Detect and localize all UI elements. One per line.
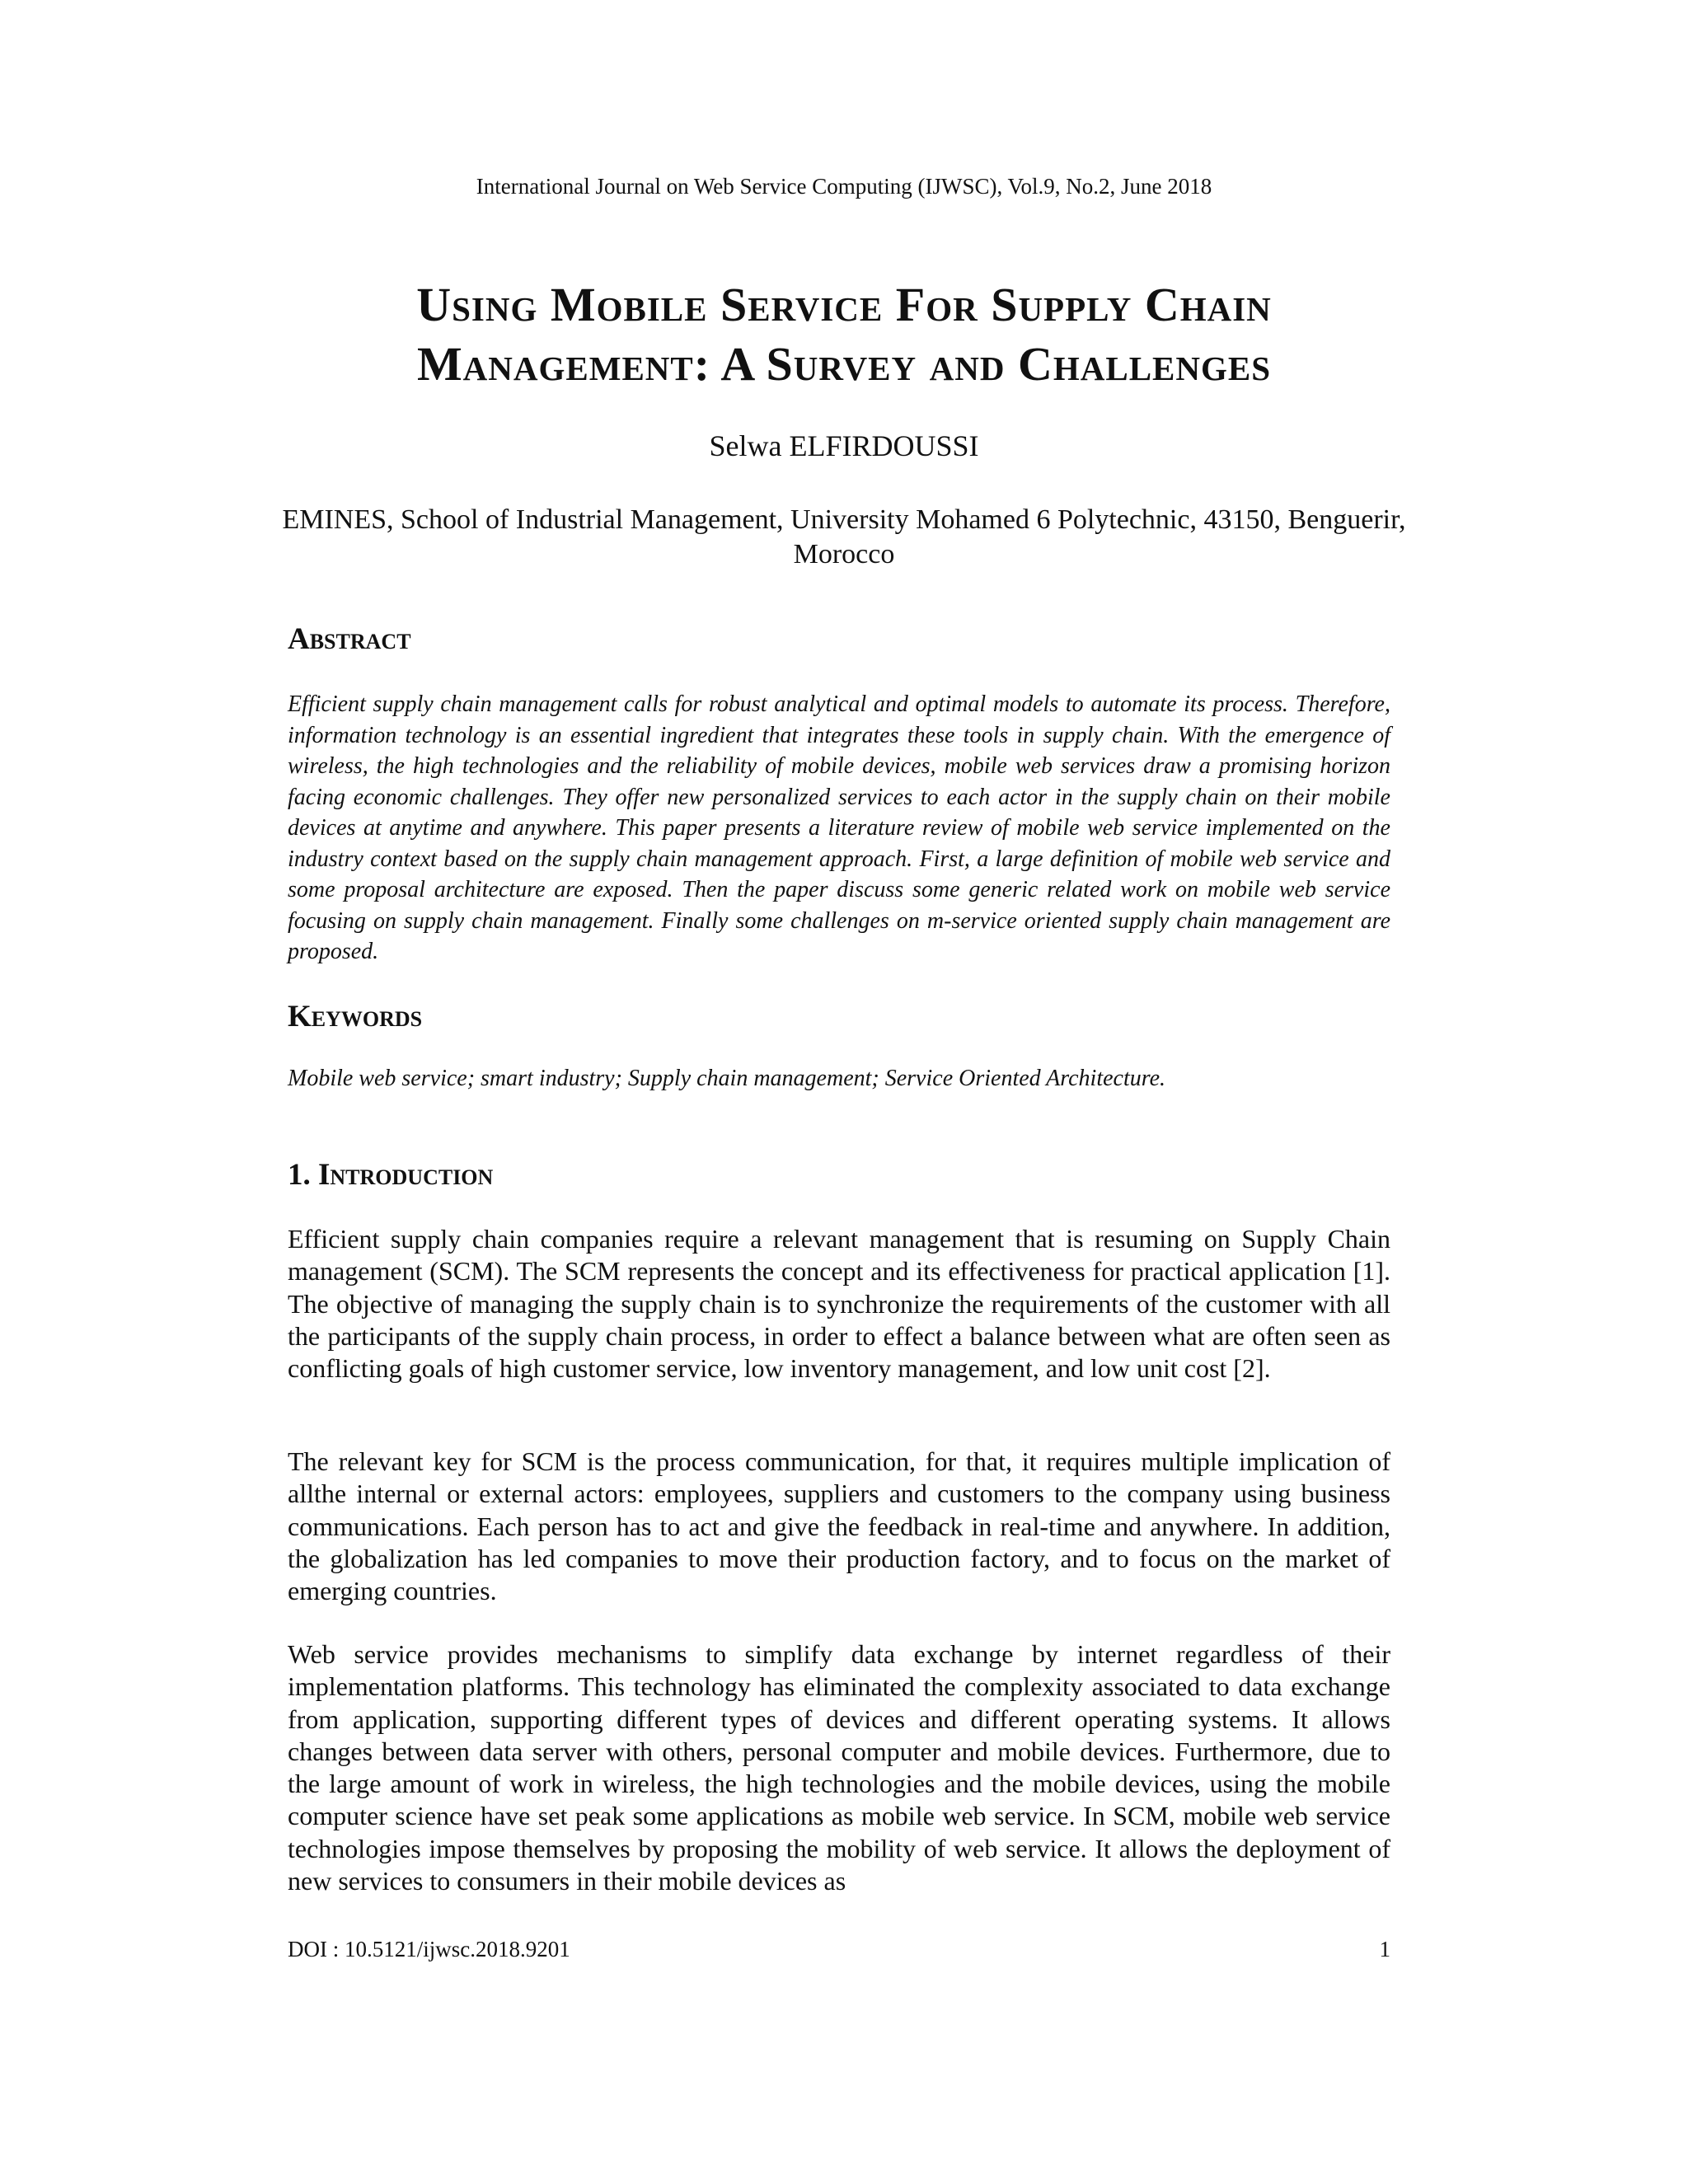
- abstract-heading: Abstract: [288, 622, 411, 656]
- intro-paragraph-2: The relevant key for SCM is the process communication, for that, it requires multiple implication of allthe internal or external actors: employees, suppliers and customers to the company using business communications. Each person has to act and give the feedback in real-time and anywhere. In addition, the globalization has led companies to move their production factory, and to focus on the market of emerging countries.: [288, 1446, 1390, 1606]
- footer-doi: DOI : 10.5121/ijwsc.2018.9201: [288, 1937, 570, 1961]
- intro-paragraph-1: Efficient supply chain companies require a relevant management that is resuming on Supply Chain management (SCM). The SCM represents the concept and its effectiveness for practical application [1]. The objective of managing the supply chain is to synchronize the requirements of the customer with all the participants of the supply chain process, in order to effect a balance between what are often seen as conflicting goals of high customer service, low inventory management, and low unit cost [2].: [288, 1224, 1390, 1384]
- title-line-2: Management: A Survey and Challenges: [416, 337, 1272, 391]
- abstract-text: Efficient supply chain management calls for robust analytical and optimal models to automate its process. Therefore, information technology is an essential ingredient that integrates these tools in supply chain. With the emergence of wireless, the high technologies and the reliability of mobile devices, mobile web services draw a promising horizon facing economic challenges. They offer new personalized services to each actor in the supply chain on their mobile devices at anytime and anywhere. This paper presents a literature review of mobile web service implemented on the industry context based on the supply chain management approach. First, a large definition of mobile web service and some proposal architecture are exposed. Then the paper discuss some generic related work on mobile web service focusing on supply chain management. Finally some challenges on m-service oriented supply chain management are proposed.: [288, 691, 1390, 964]
- page-number: 1: [1379, 1937, 1390, 1961]
- keywords-heading: Keywords: [288, 1000, 423, 1033]
- author-affiliation: EMINES, School of Industrial Management, University Mohamed 6 Polytechnic, 43150, Benguerir, Morocco: [282, 504, 1406, 569]
- running-header: International Journal on Web Service Computing (IJWSC), Vol.9, No.2, June 2018: [476, 174, 1212, 199]
- author-name: Selwa ELFIRDOUSSI: [709, 429, 979, 462]
- paper-title: [247, 275, 1441, 394]
- keywords-text: Mobile web service; smart industry; Supply chain management; Service Oriented Architecture.: [288, 1066, 1166, 1091]
- title-line-1: Using Mobile Service For Supply Chain: [416, 278, 1272, 331]
- introduction-heading: 1. Introduction: [288, 1158, 494, 1192]
- intro-paragraph-3: Web service provides mechanisms to simplify data exchange by internet regardless of their implementation platforms. This technology has eliminated the complexity associated to data exchange from application, supporting different types of devices and different operating systems. It allows changes between data server with others, personal computer and mobile devices. Furthermore, due to the large amount of work in wireless, the high technologies and the mobile devices, using the mobile computer science have set peak some applications as mobile web service. In SCM, mobile web service technologies impose themselves by proposing the mobility of web service. It allows the deployment of new services to consumers in their mobile devices as: [288, 1639, 1390, 1896]
